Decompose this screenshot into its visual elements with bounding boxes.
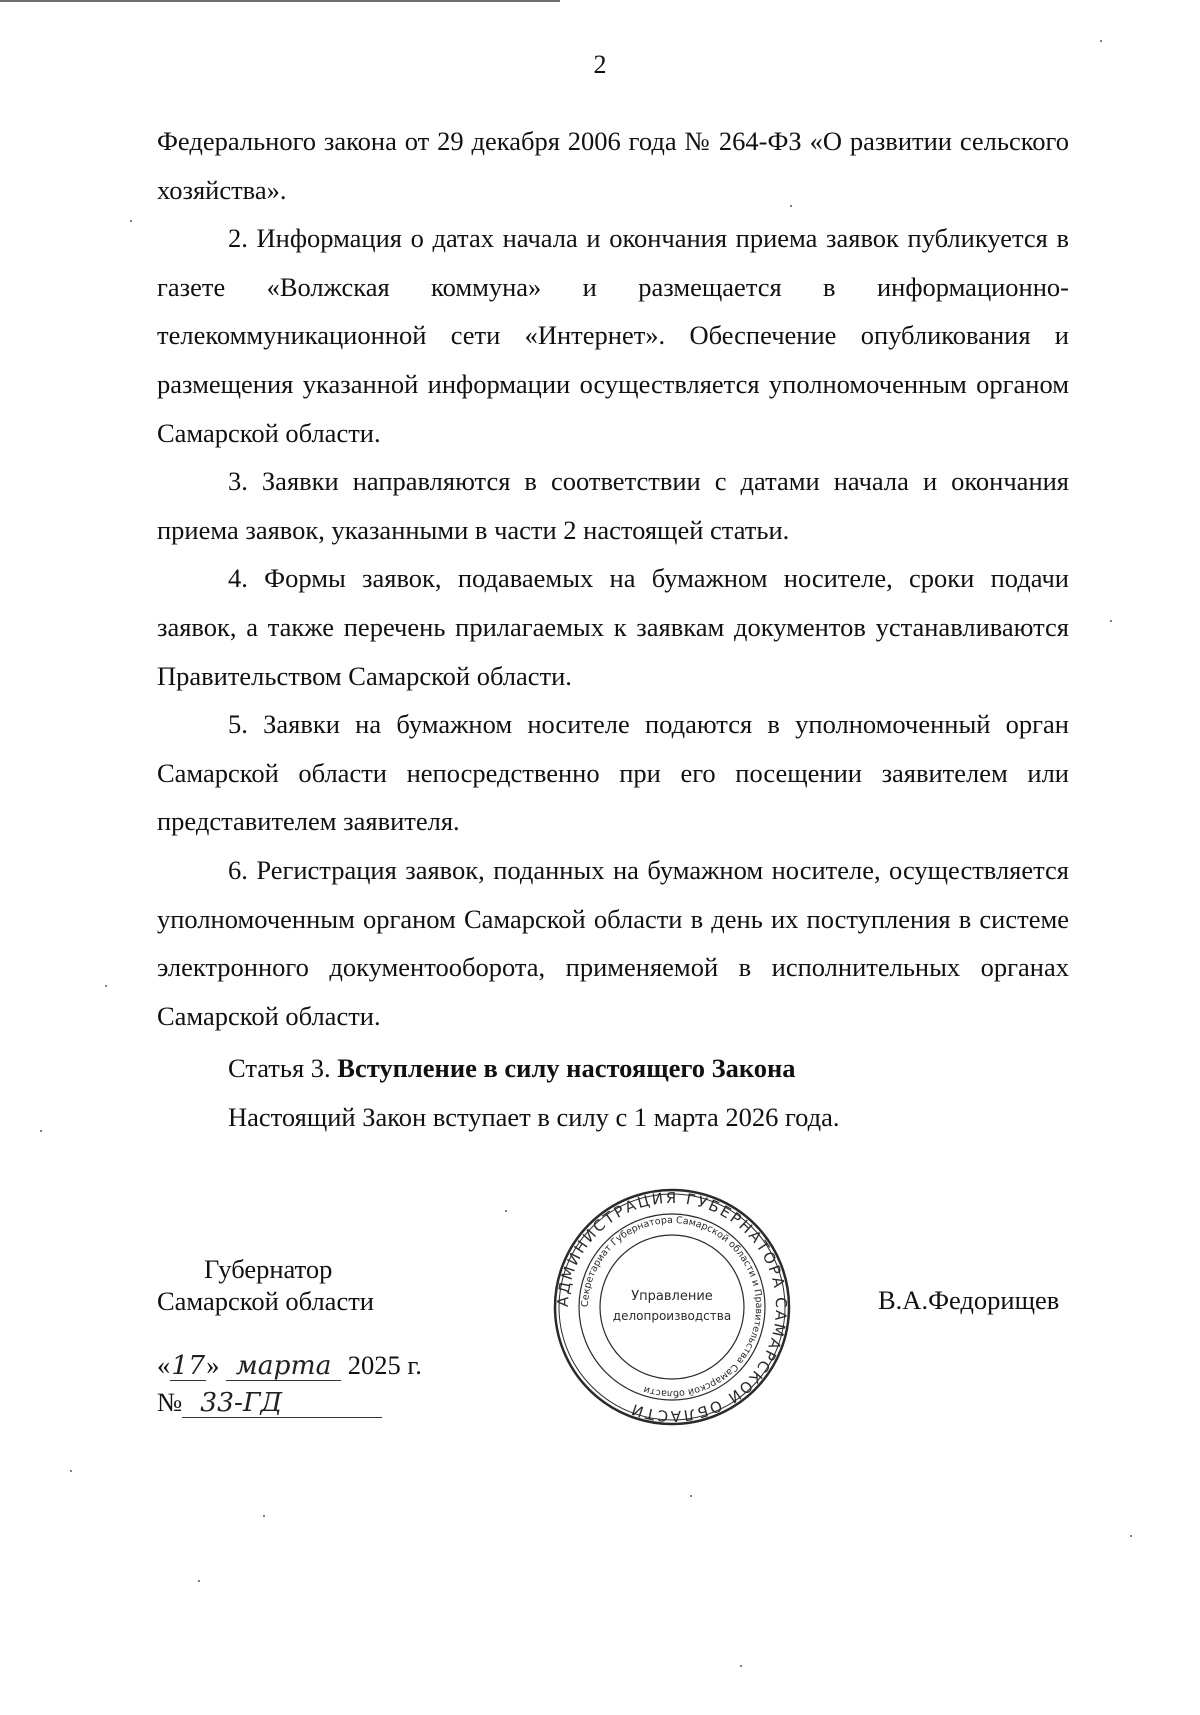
scan-speck: [130, 220, 132, 222]
registration-number: [157, 1386, 382, 1418]
stamp-center-line-2: делопроизводства: [612, 1309, 732, 1323]
stamp-inner-text: Секретариат Губернатора Самарской области и Правительства Самарской области: [579, 1214, 765, 1400]
paragraph-6: 6. Регистрация заявок, поданных на бумажном носителе, осуществляется уполномоченным органом Самарской области в день их поступления в системе электронного документооборота, применяемой в исполнительных органах Самарской области.: [157, 854, 1069, 1031]
paragraph-2: 2. Информация о датах начала и окончания приема заявок публикуется в газете «Волжская коммуна» и размещается в информационно-телекоммуникационной сети «Интернет». Обеспечение опубликования и размещения указанной информации осуществляется уполномоченным органом Самарской области.: [157, 223, 1069, 448]
signatory-name: В.А.Федорищев: [878, 1285, 1060, 1315]
number-handwritten: 33-ГД: [182, 1389, 382, 1418]
top-edge-line: [0, 0, 560, 2]
scan-speck: [1110, 620, 1112, 622]
date-year: 2025 г.: [347, 1350, 422, 1380]
scan-speck: [690, 1495, 692, 1497]
number-label: №: [157, 1387, 183, 1417]
article-3-label: Статья 3.: [228, 1053, 331, 1084]
paragraph-4: 4. Формы заявок, подаваемых на бумажном носителе, сроки подачи заявок, а также перечень прилагаемых к заявкам документов устанавливаются Правительством Самарской области.: [157, 563, 1069, 691]
svg-text:Секретариат Губернатора Самарс: [580, 1215, 764, 1399]
scan-speck: [105, 985, 107, 987]
scan-speck: [198, 1580, 200, 1582]
scan-speck: [740, 1665, 742, 1667]
scan-speck: [1130, 1535, 1132, 1537]
signatory-title-line-1: Губернатор: [204, 1254, 333, 1284]
paragraph-5: 5. Заявки на бумажном носителе подаются в уполномоченный орган Самарской области непосредственно при его посещении заявителем или представителем заявителя.: [157, 709, 1069, 837]
scan-speck: [40, 1130, 42, 1132]
page-number: 2: [593, 50, 607, 79]
document-body: [157, 117, 1069, 1141]
scan-speck: [70, 1470, 72, 1472]
signing-date: [157, 1349, 422, 1381]
scan-speck: [790, 205, 792, 207]
date-close-quote: »: [206, 1350, 220, 1380]
stamp-outer-text: АДМИНИСТРАЦИЯ ГУБЕРНАТОРА САМАРСКОЙ ОБЛАСТИ: [553, 1188, 791, 1426]
scan-speck: [505, 1210, 507, 1212]
official-seal-stamp: [552, 1187, 792, 1427]
article-3-title: Вступление в силу настоящего Закона: [337, 1053, 796, 1084]
date-day-handwritten: 17: [171, 1350, 206, 1381]
signatory-title: [157, 1253, 374, 1317]
date-open-quote: «: [157, 1350, 171, 1380]
date-month-handwritten: марта: [226, 1352, 341, 1381]
scan-speck: [263, 1515, 265, 1517]
scan-speck: [1100, 40, 1102, 42]
article-3-heading: [157, 1044, 1069, 1093]
signatory-title-line-2: Самарской области: [157, 1286, 374, 1316]
paragraph-continuation: Федерального закона от 29 декабря 2006 года № 264-ФЗ «О развитии сельского хозяйства».: [157, 126, 1069, 205]
article-3-text: Настоящий Закон вступает в силу с 1 марта 2026 года.: [228, 1101, 840, 1132]
paragraph-3: 3. Заявки направляются в соответствии с датами начала и окончания приема заявок, указанными в части 2 настоящей статьи.: [157, 466, 1069, 545]
stamp-center-line-1: Управление: [631, 1289, 713, 1304]
